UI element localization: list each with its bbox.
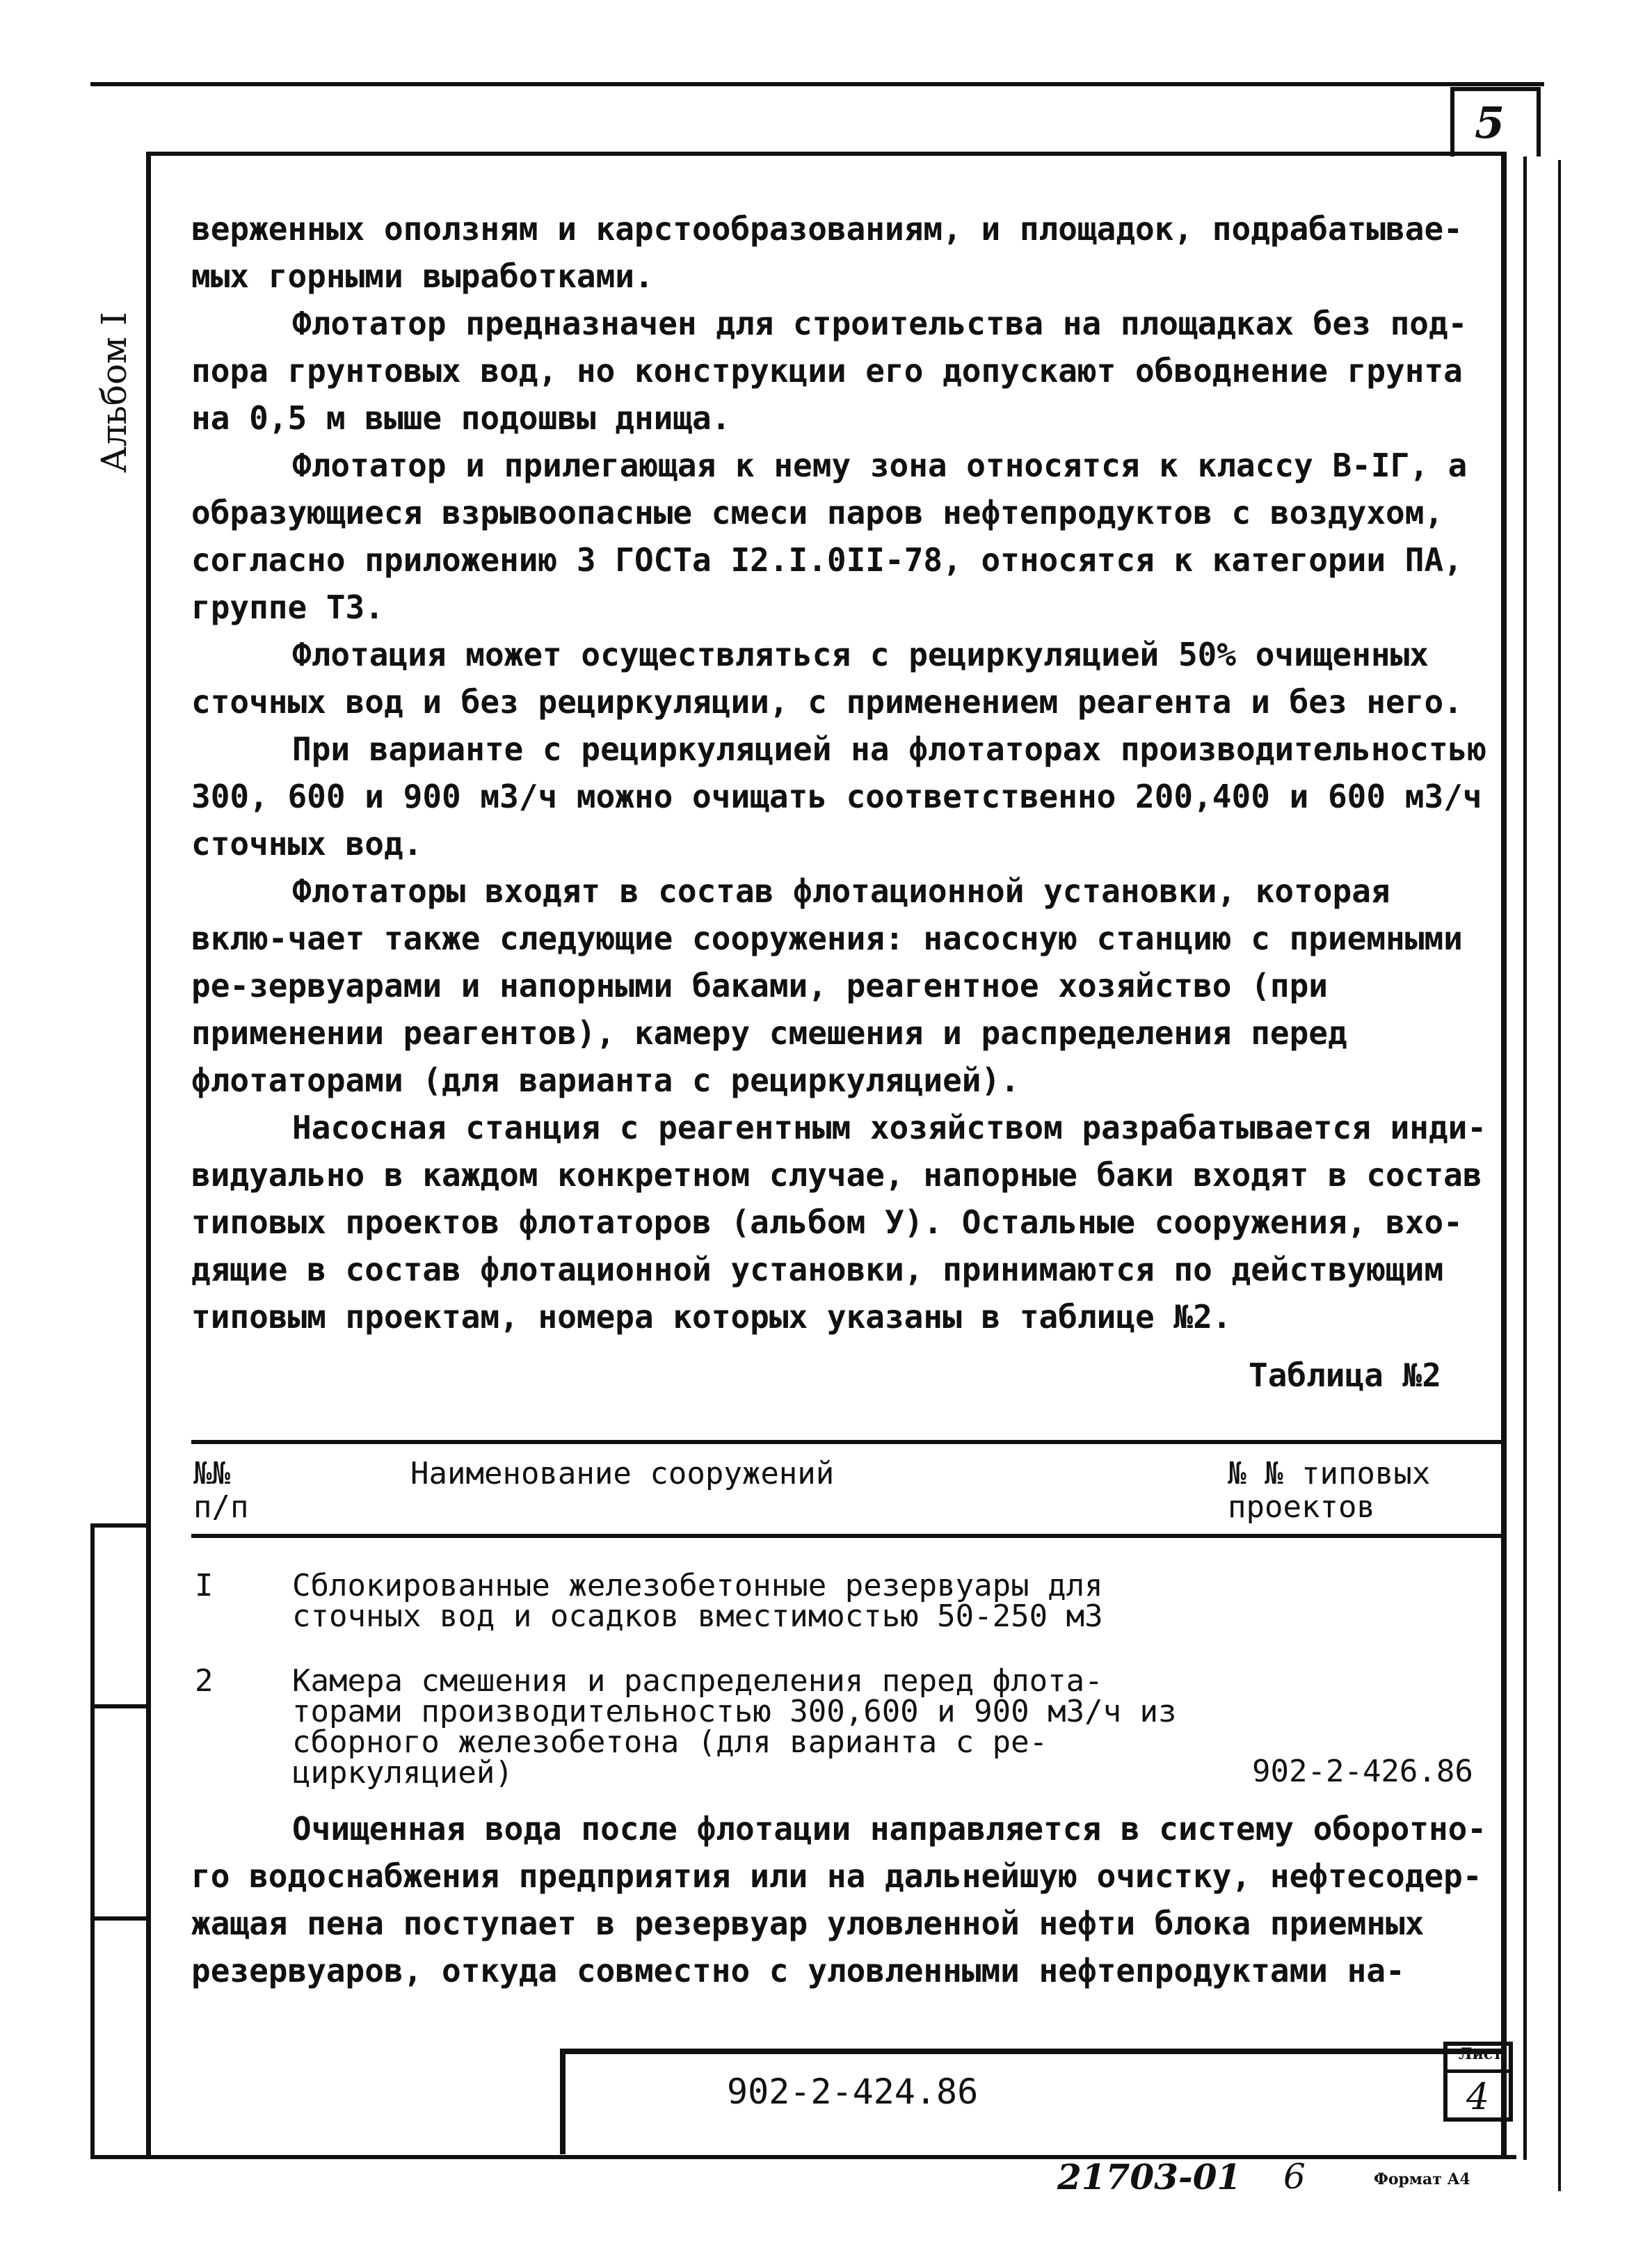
row-2-name: Камера смешения и распределения перед флота-торами производительностью 300,600 и 900 м3/ч из сборного железобетона (для варианта с ре-циркуляцией) <box>292 1663 1177 1791</box>
sheet-label: Лист <box>1459 2045 1502 2063</box>
inner-top-frame-line <box>146 152 1506 156</box>
sheet-value: 4 <box>1466 2076 1490 2118</box>
paragraph-2: Флотатор предназначен для строительства на площадках без под-пора грунтовых вод, но конструкции его допускают обводнение грунта на 0,5 м выше подошвы днища. <box>191 305 1468 437</box>
paragraph-6: Флотаторы входят в состав флотационной установки, которая вклю-чает также следующие сооружения: насосную станцию с приемными ре-зервуарами и напорными баками, реагентное хозяйство (при применении реагентов), камеру смешения и распределения перед флотаторами (для варианта с рециркуляцией). <box>191 872 1463 1099</box>
side-stamp-line-1 <box>90 1523 95 2156</box>
tail-text <box>191 1805 1502 1994</box>
copy-number: 6 <box>1283 2156 1306 2197</box>
table-top-rule <box>191 1440 1502 1444</box>
inventory-number: 21703-01 <box>1057 2156 1242 2197</box>
row-2-project: 902-2-426.86 <box>1252 1754 1473 1789</box>
paragraph-tail: Очищенная вода после флотации направляется в систему оборотно-го водоснабжения предприятия или на дальнейшую очистку, нефтесодер-жащая пена поступает в резервуар уловленной нефти блока приемных резервуаров, откуда совместно с уловленными нефтепродуктами на- <box>191 1810 1487 1989</box>
paragraph-7: Насосная станция с реагентным хозяйством разрабатывается инди-видуально в каждом конкретном случае, напорные баки входят в состав типовых проектов флотаторов (альбом У). Остальные сооружения, вхо-дящие в состав флотационной установки, принимаются по действующим типовым проектам, номера которых указаны в таблице №2. <box>191 1109 1487 1336</box>
format-label: Формат А4 <box>1374 2170 1470 2188</box>
table-header-num: №№ п/п <box>193 1456 249 1525</box>
sheet-number: 5 <box>1475 97 1505 148</box>
row-1-num: I <box>195 1568 214 1603</box>
side-stamp-hline-2 <box>90 1704 150 1708</box>
title-block <box>560 2049 1502 2154</box>
body-text <box>191 205 1502 1340</box>
side-stamp-hline-3 <box>90 1916 150 1921</box>
far-right-edge-line <box>1558 160 1561 2191</box>
row-1-name: Сблокированные железобетонные резервуары для сточных вод и осадков вместимостью 50-250 м3 <box>292 1568 1103 1634</box>
paragraph-3: Флотатор и прилегающая к нему зона относятся к классу В-IГ, а образующиеся взрывоопасные смеси паров нефтепродуктов с воздухом, согласно приложению 3 ГОСТа I2.I.0II-78, относятся к категории ПА, группе Т3. <box>191 447 1468 626</box>
row-2-num: 2 <box>195 1663 214 1699</box>
inner-left-frame-line <box>146 152 151 2158</box>
table-header-rule <box>191 1534 1502 1538</box>
outer-right-frame-line <box>1523 157 1527 2160</box>
table-caption: Таблица №2 <box>1249 1356 1441 1394</box>
side-stamp-hline-1 <box>90 1523 150 1528</box>
top-frame-line <box>90 82 1544 86</box>
album-label: Альбом I <box>94 312 134 473</box>
sheet-cell-divider <box>1443 2069 1513 2073</box>
paragraph-1: верженных оползням и карстообразованиям, и площадок, подрабатывае-мых горными выработками. <box>191 210 1463 295</box>
table-header-project: № № типовых проектов <box>1228 1456 1431 1525</box>
table-header-name: Наименование сооружений <box>410 1456 835 1491</box>
document-code: 902-2-424.86 <box>727 2072 979 2112</box>
paragraph-5: При варианте с рециркуляцией на флотаторах производительностью 300, 600 и 900 м3/ч можно очищать соответственно 200,400 и 600 м3/ч сточных вод. <box>191 730 1487 863</box>
paragraph-4: Флотация может осуществляться с рециркуляцией 50% очищенных сточных вод и без рециркуляции, с применением реагента и без него. <box>191 636 1463 721</box>
